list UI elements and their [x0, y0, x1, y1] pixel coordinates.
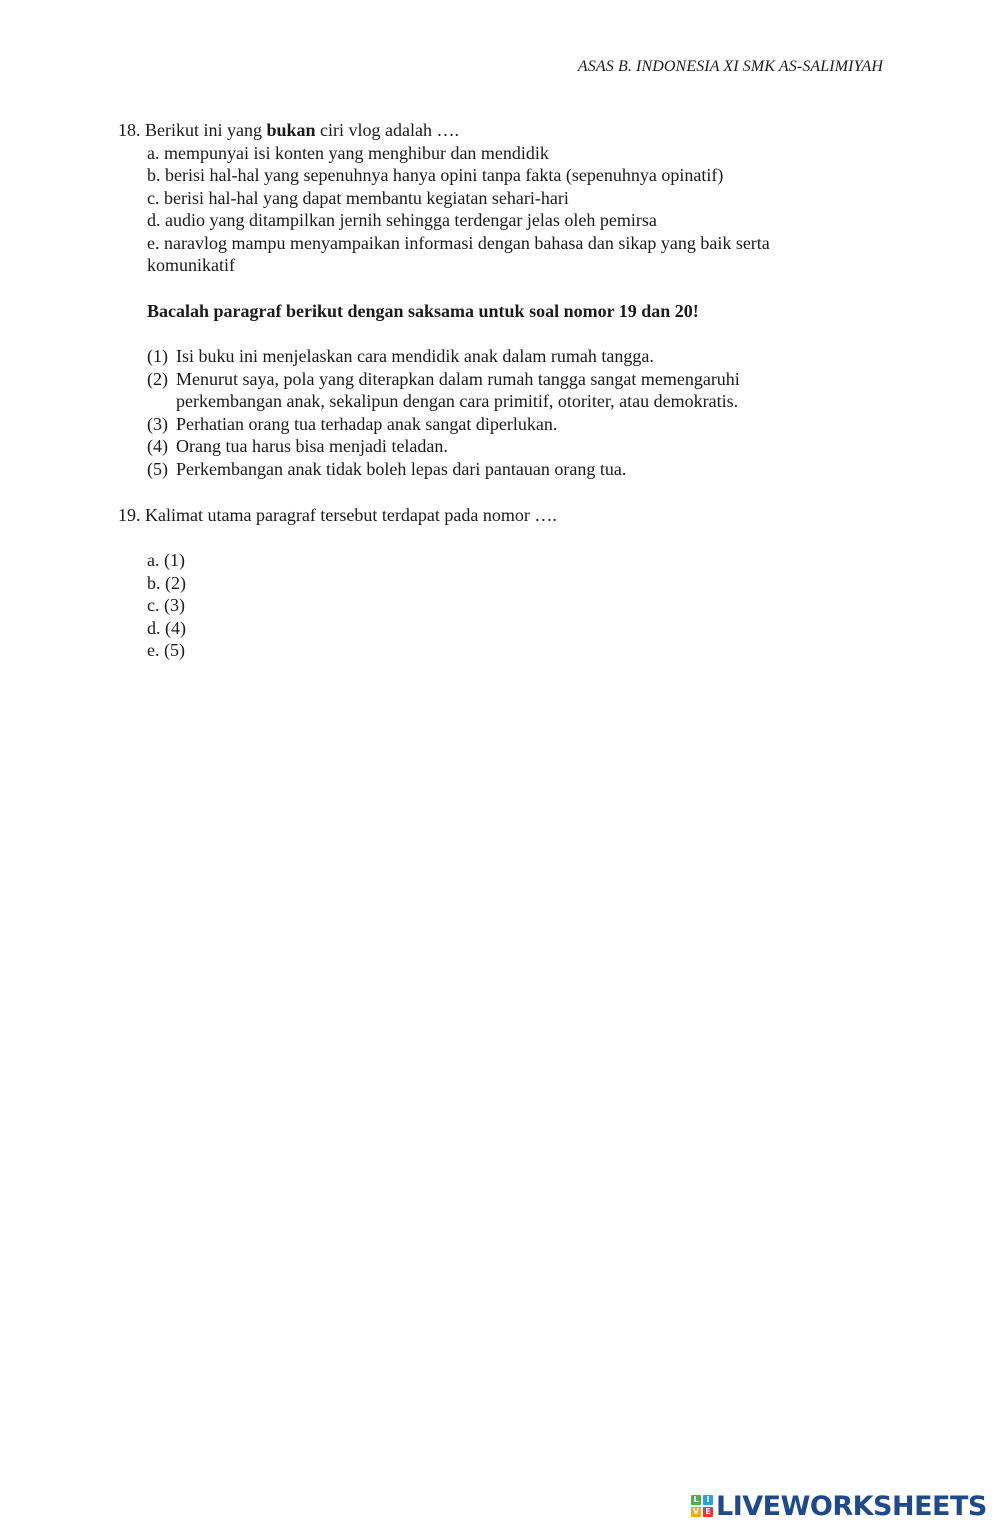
statement-text: Perkembangan anak tidak boleh lepas dari pantauan orang tua. [176, 459, 627, 479]
question-number: 18. [118, 120, 141, 140]
question-18-stem [118, 119, 459, 141]
statement-5 [147, 458, 626, 480]
question-19-option-a[interactable]: a. (1) [147, 550, 185, 570]
statement-2-continued [147, 390, 738, 412]
logo-grid-cell: E [703, 1507, 713, 1517]
question-19-option-e[interactable]: e. (5) [147, 640, 185, 660]
question-text-before: Berikut ini yang [145, 120, 267, 140]
question-19-option-b[interactable]: b. (2) [147, 573, 186, 593]
statement-1 [147, 345, 654, 367]
question-19-stem [118, 504, 557, 526]
statement-2 [147, 368, 740, 390]
question-19-option-d[interactable]: d. (4) [147, 618, 186, 638]
question-number: 19. [118, 505, 141, 525]
page-header: ASAS B. INDONESIA XI SMK AS-SALIMIYAH [577, 58, 883, 75]
statement-text: Perhatian orang tua terhadap anak sangat diperlukan. [176, 414, 558, 434]
liveworksheets-logo [691, 1490, 987, 1522]
statement-4 [147, 435, 448, 457]
statement-number: (3) [147, 414, 168, 434]
question-19-option-c[interactable]: c. (3) [147, 595, 185, 615]
logo-grid-cell: L [691, 1495, 701, 1505]
statement-number: (4) [147, 436, 168, 456]
logo-grid-cell: V [692, 1507, 700, 1516]
logo-text: LIVEWORKSHEETS [716, 1490, 987, 1522]
question-18-option-c: c. berisi hal-hal yang dapat membantu kegiatan sehari-hari [147, 188, 569, 208]
statement-number: (2) [147, 369, 168, 389]
question-18-option-e: e. naravlog mampu menyampaikan informasi dengan bahasa dan sikap yang baik serta [147, 233, 770, 253]
question-18-option-a: a. mempunyai isi konten yang menghibur dan mendidik [147, 143, 549, 163]
statement-number: (1) [147, 346, 168, 366]
statement-text: Orang tua harus bisa menjadi teladan. [176, 436, 448, 456]
question-18-option-d: d. audio yang ditampilkan jernih sehingga terdengar jelas oleh pemirsa [147, 210, 657, 230]
question-18-option-e-continued: komunikatif [147, 255, 235, 275]
statement-text: perkembangan anak, sekalipun dengan cara primitif, otoriter, atau demokratis. [176, 391, 739, 411]
statement-number: (5) [147, 459, 168, 479]
statement-3 [147, 413, 557, 435]
question-text: Kalimat utama paragraf tersebut terdapat pada nomor …. [145, 505, 557, 525]
statement-text: Isi buku ini menjelaskan cara mendidik anak dalam rumah tangga. [176, 346, 654, 366]
question-text-after: ciri vlog adalah …. [315, 120, 459, 140]
question-text-bold: bukan [266, 120, 316, 140]
logo-grid-icon [691, 1495, 713, 1517]
logo-grid-cell: I [703, 1495, 713, 1505]
reading-instruction: Bacalah paragraf berikut dengan saksama untuk soal nomor 19 dan 20! [147, 301, 699, 321]
statement-text: Menurut saya, pola yang diterapkan dalam rumah tangga sangat memengaruhi [176, 369, 740, 389]
question-18-option-b: b. berisi hal-hal yang sepenuhnya hanya opini tanpa fakta (sepenuhnya opinatif) [147, 165, 724, 185]
